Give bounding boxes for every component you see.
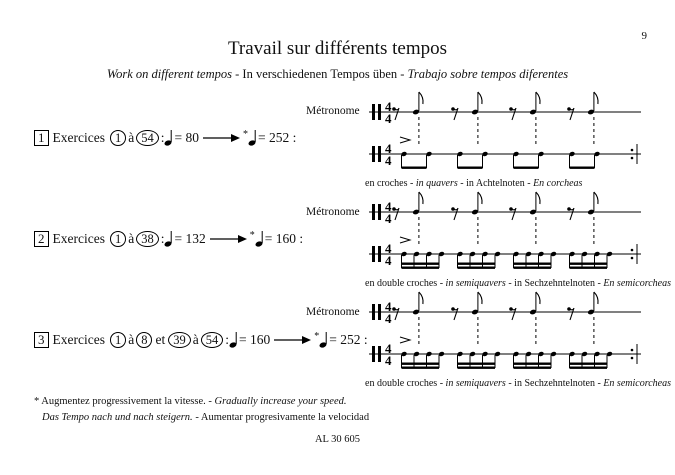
page-subtitle: Work on different tempos - In verschiedenen Tempos üben - Trabajo sobre tempos diferentes — [106, 67, 569, 81]
row-number-box: 3 — [34, 332, 49, 348]
eighth-rest — [511, 108, 516, 120]
subtitle-en: Work on different tempos — [106, 67, 232, 81]
note-beam — [402, 363, 440, 365]
circled-exercise-number: 54 — [136, 130, 159, 146]
eighth-rest — [394, 108, 399, 120]
subdivision-caption: en croches - in quavers - in Achtelnoten - En corcheas — [365, 178, 583, 189]
note-flag — [419, 292, 423, 304]
time-signature-numerator: 4 — [385, 99, 392, 114]
accent-mark — [400, 237, 410, 243]
repeat-dot — [631, 357, 634, 360]
metronome-label: Métronome — [306, 105, 360, 117]
note-beam — [514, 267, 552, 269]
repeat-dot — [631, 349, 634, 352]
exercises-label: Exercices — [52, 130, 105, 145]
note-flag — [594, 192, 598, 204]
percussion-clef — [372, 104, 375, 120]
percussion-clef — [378, 146, 381, 162]
eighth-rest — [511, 208, 516, 220]
note-beam — [514, 367, 552, 369]
metronome-label: Métronome — [306, 206, 360, 218]
note-beam — [458, 167, 483, 169]
tempo-end: = 252 : — [257, 130, 297, 145]
repeat-dot — [631, 249, 634, 252]
note-beam — [402, 263, 440, 265]
row-number-box: 2 — [34, 231, 49, 247]
note-beam — [458, 363, 496, 365]
note-beam — [570, 263, 608, 265]
circled-exercise-number: 1 — [110, 231, 126, 247]
repeat-dot — [631, 257, 634, 260]
tempo-start: = 160 — [238, 332, 271, 347]
note-flag — [594, 92, 598, 104]
note-flag — [478, 292, 482, 304]
note-flag — [419, 192, 423, 204]
time-signature-denominator: 4 — [385, 253, 392, 268]
time-signature-denominator: 4 — [385, 211, 392, 226]
note-beam — [514, 363, 552, 365]
eighth-rest — [453, 308, 458, 320]
percussion-clef — [378, 346, 381, 362]
subtitle-es: Trabajo sobre tempos diferentes — [407, 67, 569, 81]
percussion-clef — [372, 146, 375, 162]
time-signature-denominator: 4 — [385, 353, 392, 368]
exercise-row-3: 3 Exercices 1 à 8 et 39 à 54 : = 160 * = 252 : — [34, 331, 368, 349]
note-beam — [402, 267, 440, 269]
circled-exercise-number: 38 — [136, 231, 159, 247]
tempo-start: = 132 — [174, 231, 206, 246]
percussion-clef — [378, 204, 381, 220]
percussion-clef — [378, 104, 381, 120]
percussion-clef — [372, 304, 375, 320]
eighth-rest — [453, 208, 458, 220]
note-flag — [536, 192, 540, 204]
eighth-rest — [569, 108, 574, 120]
page-title: Travail sur différents tempos — [227, 38, 447, 59]
note-flag — [594, 292, 598, 304]
circled-exercise-number: 1 — [110, 130, 126, 146]
exercises-label: Exercices — [52, 231, 105, 246]
time-signature-numerator: 4 — [385, 299, 392, 314]
catalog-number: AL 30 605 — [314, 434, 361, 445]
time-signature-numerator: 4 — [385, 341, 392, 356]
percussion-clef — [372, 246, 375, 262]
time-signature-numerator: 4 — [385, 199, 392, 214]
percussion-clef — [378, 304, 381, 320]
accent-mark — [400, 137, 410, 143]
row-number-box: 1 — [34, 130, 49, 146]
page-number: 9 — [641, 30, 647, 42]
circled-exercise-number: 8 — [136, 332, 152, 348]
circled-exercise-number: 1 — [110, 332, 126, 348]
time-signature-denominator: 4 — [385, 111, 392, 126]
subtitle-de: In verschiedenen Tempos üben — [242, 67, 398, 81]
tempo-end: = 252 : — [329, 332, 368, 347]
accent-mark — [400, 337, 410, 343]
repeat-dot — [631, 149, 634, 152]
subdivision-caption: en double croches - in semiquavers - in Sechzehntelnoten - En semicorcheas — [365, 278, 671, 289]
eighth-rest — [569, 308, 574, 320]
note-beam — [570, 363, 608, 365]
note-flag — [478, 192, 482, 204]
eighth-rest — [394, 208, 399, 220]
note-beam — [514, 167, 539, 169]
note-flag — [536, 92, 540, 104]
circled-exercise-number: 54 — [201, 332, 224, 348]
exercises-label: Exercices — [52, 332, 105, 347]
tempo-end: = 160 : — [264, 231, 304, 246]
eighth-rest — [394, 308, 399, 320]
footnote: * Augmentez progressivement la vitesse. - Gradually increase your speed. Das Tempo nach und nach steigern. - Aumentar progresivamente la velocidad — [34, 396, 370, 423]
note-beam — [570, 267, 608, 269]
eighth-rest — [511, 308, 516, 320]
note-beam — [514, 263, 552, 265]
note-beam — [570, 367, 608, 369]
exercise-row-2: 2 Exercices 1 à 38 : = 132 * = 160 : — [34, 230, 303, 248]
exercise-row-1: 1 Exercices 1 à 54 : = 80 * = 252 : — [34, 129, 296, 147]
subdivision-caption: en double croches - in semiquavers - in Sechzehntelnoten - En semicorcheas — [365, 378, 671, 389]
note-beam — [402, 167, 427, 169]
note-flag — [419, 92, 423, 104]
eighth-rest — [569, 208, 574, 220]
note-beam — [458, 367, 496, 369]
note-beam — [458, 267, 496, 269]
percussion-clef — [378, 246, 381, 262]
circled-exercise-number: 39 — [168, 332, 191, 348]
time-signature-denominator: 4 — [385, 311, 392, 326]
time-signature-denominator: 4 — [385, 153, 392, 168]
note-beam — [458, 263, 496, 265]
metronome-label: Métronome — [306, 306, 360, 318]
note-beam — [402, 367, 440, 369]
percussion-clef — [372, 204, 375, 220]
repeat-dot — [631, 157, 634, 160]
tempo-start: = 80 — [174, 130, 199, 145]
note-flag — [478, 92, 482, 104]
time-signature-numerator: 4 — [385, 241, 392, 256]
eighth-rest — [453, 108, 458, 120]
note-flag — [536, 292, 540, 304]
time-signature-numerator: 4 — [385, 141, 392, 156]
percussion-clef — [372, 346, 375, 362]
note-beam — [570, 167, 595, 169]
